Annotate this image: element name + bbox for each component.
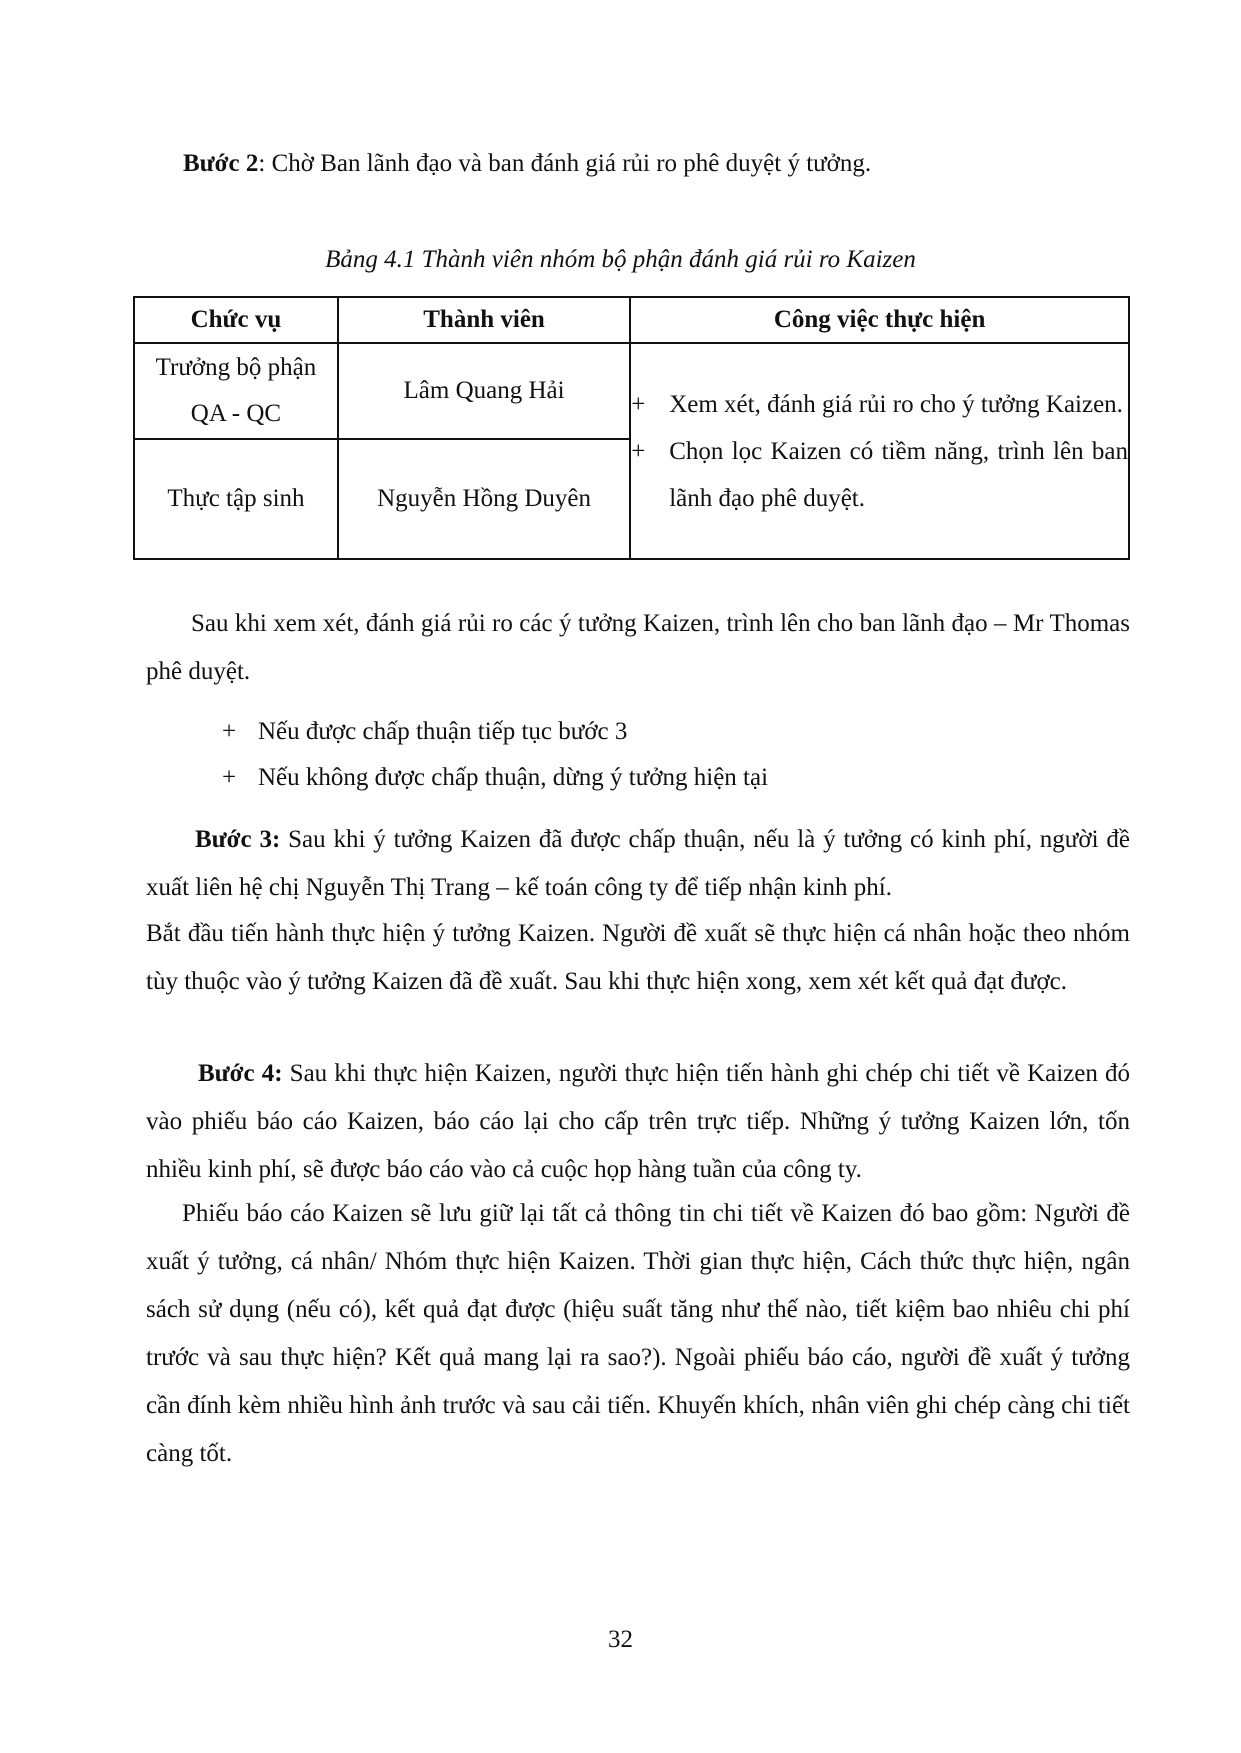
report-paragraph: Phiếu báo cáo Kaizen sẽ lưu giữ lại tất cả thông tin chi tiết về Kaizen đó bao gồm: Người đề xuất ý tưởng, cá nhân/ Nhóm thực hiện Kaizen. Thời gian thực hiện, Cách thức thực hiện, ngân sách sử dụng (nếu có), kết quả đạt được (hiệu suất tăng như thế nào, tiết kiệm bao nhiêu chi phí trước và sau thực hiện? Kết quả mang lại ra sao?). Ngoài phiếu báo cáo, người đề xuất ý tưởng cần đính kèm nhiều hình ảnh trước và sau cải tiến. Khuyến khích, nhân viên ghi chép càng chi tiết càng tốt.: [146, 1200, 1130, 1467]
work-item: [631, 428, 1128, 522]
step4-label: Bước 4:: [198, 1060, 283, 1087]
step2-label: Bước 2: [183, 150, 259, 177]
bullet-item: [222, 708, 627, 756]
para-after-table: Sau khi xem xét, đánh giá rủi ro các ý tưởng Kaizen, trình lên cho ban lãnh đạo – Mr Thomas phê duyệt.: [146, 610, 1130, 685]
plus-marker: +: [222, 764, 237, 791]
step4-text: Sau khi thực hiện Kaizen, người thực hiện tiến hành ghi chép chi tiết về Kaizen đó vào phiếu báo cáo Kaizen, báo cáo lại cho cấp trên trực tiếp. Những ý tưởng Kaizen lớn, tốn nhiều kinh phí, sẽ được báo cáo vào cả cuộc họp hàng tuần của công ty.: [146, 1060, 1130, 1183]
page-number: 32: [608, 1626, 633, 1653]
plus-marker: +: [222, 718, 237, 745]
step3-paragraph: [146, 816, 1130, 912]
step3-continuation: Bắt đầu tiến hành thực hiện ý tưởng Kaizen. Người đề xuất sẽ thực hiện cá nhân hoặc theo nhóm tùy thuộc vào ý tưởng Kaizen đã đề xuất. Sau khi thực hiện xong, xem xét kết quả đạt được.: [146, 920, 1130, 995]
cell-position: Trưởng bộ phận QA - QC: [134, 343, 338, 439]
plus-marker: +: [631, 390, 646, 418]
step4-paragraph: [146, 1050, 1130, 1194]
header-work: Công việc thực hiện: [630, 297, 1129, 343]
work-item: [631, 381, 1128, 428]
table-caption: Bảng 4.1 Thành viên nhóm bộ phận đánh giá rủi ro Kaizen: [325, 246, 916, 273]
step3-label: Bước 3:: [195, 826, 281, 853]
cell-position: Thực tập sinh: [134, 439, 338, 559]
header-member: Thành viên: [338, 297, 630, 343]
table-header-row: [134, 297, 1129, 343]
table-row: [134, 343, 1129, 439]
step2-paragraph: [183, 140, 871, 188]
cell-member: Lâm Quang Hải: [338, 343, 630, 439]
step2-text: : Chờ Ban lãnh đạo và ban đánh giá rủi ro phê duyệt ý tưởng.: [258, 150, 872, 177]
kaizen-risk-team-table: [133, 296, 1130, 560]
header-position: Chức vụ: [134, 297, 338, 343]
cell-member: Nguyễn Hồng Duyên: [338, 439, 630, 559]
cell-work: [630, 343, 1129, 559]
work-item-text: Chọn lọc Kaizen có tiềm năng, trình lên ban lãnh đạo phê duyệt.: [669, 437, 1128, 512]
bullet-item: [222, 754, 768, 802]
work-item-text: Xem xét, đánh giá rủi ro cho ý tưởng Kaizen.: [669, 390, 1123, 418]
bullet-text: Nếu được chấp thuận tiếp tục bước 3: [258, 718, 628, 745]
step3-text: Sau khi ý tưởng Kaizen đã được chấp thuận, nếu là ý tưởng có kinh phí, người đề xuất liên hệ chị Nguyễn Thị Trang – kế toán công ty để tiếp nhận kinh phí.: [146, 826, 1130, 901]
plus-marker: +: [631, 437, 646, 465]
bullet-text: Nếu không được chấp thuận, dừng ý tưởng hiện tại: [258, 764, 769, 791]
